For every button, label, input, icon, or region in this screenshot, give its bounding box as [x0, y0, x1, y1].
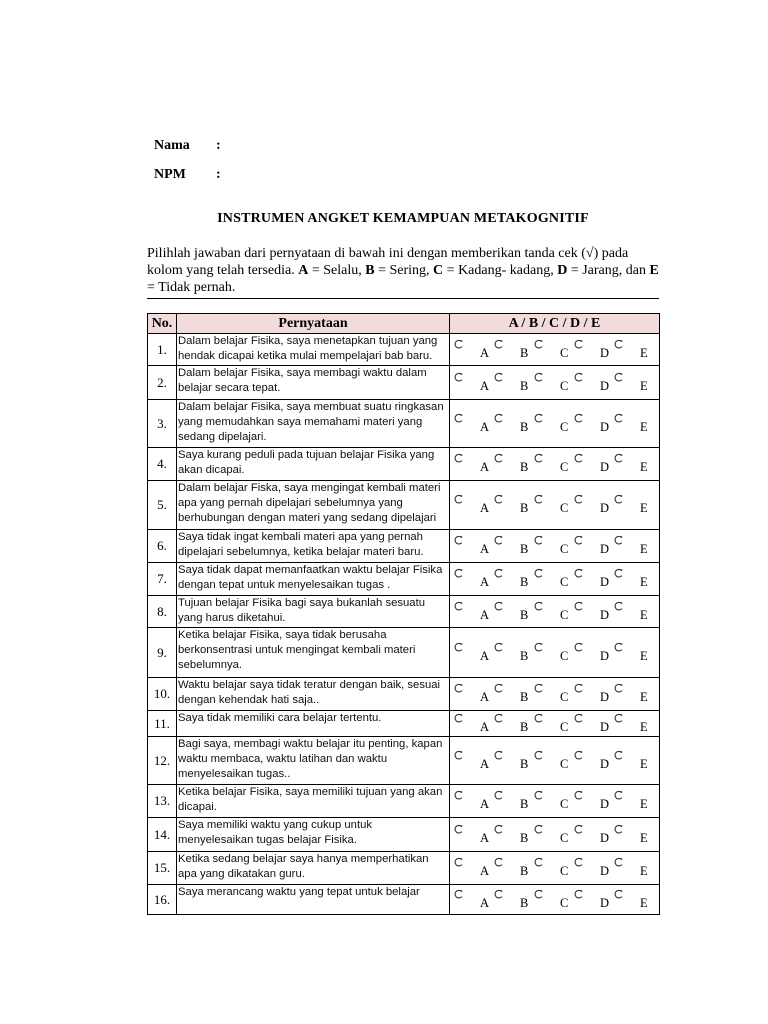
radio-button-icon[interactable] [493, 601, 504, 612]
radio-button-icon[interactable] [493, 642, 504, 653]
option-letter: A [480, 575, 490, 589]
option-letter: D [600, 648, 610, 663]
table-row [148, 596, 660, 628]
radio-button-icon[interactable] [613, 413, 624, 424]
option-letter: A [480, 378, 490, 393]
radio-button-icon[interactable] [613, 372, 624, 383]
instructions [147, 245, 659, 299]
radio-button-icon[interactable] [573, 494, 584, 505]
statement-text: Waktu belajar saya tidak teratur dengan baik, sesuai dengan kehendak hati saja.. [177, 678, 450, 711]
option-group [450, 737, 660, 785]
radio-button-icon[interactable] [613, 453, 624, 464]
key-c: C [433, 263, 444, 278]
option-letter: A [480, 501, 490, 515]
row-number: 14. [148, 818, 177, 852]
option-letter: B [520, 419, 529, 434]
statement-text: Dalam belajar Fiska, saya mengingat kembali materi apa yang pernah dipelajari sebelumnya yang berhubungan dengan materi yang sedang dipelajari [177, 481, 450, 530]
questionnaire-table [147, 313, 660, 915]
radio-button-icon[interactable] [453, 683, 464, 694]
option-letter: A [480, 419, 490, 434]
radio-button-icon[interactable] [453, 790, 464, 801]
option-group [450, 885, 660, 915]
radio-button-icon[interactable] [533, 713, 544, 724]
option-letter: C [560, 830, 569, 845]
table-row [148, 785, 660, 818]
option-group [450, 366, 660, 400]
radio-button-icon[interactable] [573, 790, 584, 801]
option-group [450, 530, 660, 563]
radio-button-icon[interactable] [453, 713, 464, 724]
option-letter: E [640, 378, 648, 393]
radio-button-icon[interactable] [453, 889, 464, 900]
option-group [450, 852, 660, 885]
option-letter: A [480, 756, 490, 771]
radio-button-icon[interactable] [573, 601, 584, 612]
radio-button-icon[interactable] [613, 824, 624, 835]
option-letter: E [640, 607, 648, 622]
row-number: 3. [148, 400, 177, 448]
radio-button-icon[interactable] [613, 683, 624, 694]
option-letter: D [600, 895, 610, 910]
option-letter: C [560, 607, 569, 622]
header-options: A / B / C / D / E [450, 314, 660, 334]
npm-field [154, 167, 221, 183]
option-letter: C [560, 690, 569, 704]
option-letter: E [640, 575, 648, 589]
option-letter: A [480, 345, 490, 360]
radio-button-icon[interactable] [573, 339, 584, 350]
nama-label: Nama [154, 138, 190, 153]
radio-button-icon[interactable] [613, 568, 624, 579]
option-letter: C [560, 864, 569, 878]
option-letter: C [560, 756, 569, 771]
key-a: A [298, 263, 309, 278]
radio-button-icon[interactable] [493, 857, 504, 868]
table-row [148, 448, 660, 481]
option-letter: A [480, 690, 490, 704]
row-number: 9. [148, 628, 177, 678]
table-row [148, 334, 660, 366]
key-e-text: = Tidak pernah. [147, 280, 236, 295]
row-number: 6. [148, 530, 177, 563]
option-letter: D [600, 690, 610, 704]
row-number: 15. [148, 852, 177, 885]
radio-button-icon[interactable] [453, 453, 464, 464]
option-letter: D [600, 797, 610, 811]
option-letter: B [520, 756, 529, 771]
row-number: 12. [148, 737, 177, 785]
option-letter: B [520, 460, 529, 474]
option-group [450, 448, 660, 481]
table-header-row [148, 314, 660, 334]
option-letter: C [560, 719, 569, 734]
radio-button-icon[interactable] [493, 750, 504, 761]
radio-button-icon[interactable] [613, 494, 624, 505]
option-group [450, 334, 660, 366]
radio-button-icon[interactable] [573, 713, 584, 724]
radio-button-icon[interactable] [613, 339, 624, 350]
radio-button-icon[interactable] [613, 642, 624, 653]
radio-button-icon[interactable] [613, 889, 624, 900]
radio-button-icon[interactable] [573, 372, 584, 383]
option-letter: B [520, 797, 529, 811]
row-number: 5. [148, 481, 177, 530]
option-letter: C [560, 419, 569, 434]
radio-button-icon[interactable] [573, 535, 584, 546]
radio-button-icon[interactable] [613, 601, 624, 612]
option-letter: C [560, 542, 569, 556]
option-letter: B [520, 501, 529, 515]
option-letter: A [480, 607, 490, 622]
radio-button-icon[interactable] [533, 790, 544, 801]
option-group [450, 678, 660, 711]
table-row [148, 818, 660, 852]
option-letter: C [560, 460, 569, 474]
option-letter: E [640, 719, 648, 734]
npm-label: NPM [154, 167, 186, 182]
option-letter: E [640, 797, 648, 811]
table-row [148, 852, 660, 885]
option-letter: D [600, 575, 610, 589]
radio-button-icon[interactable] [453, 372, 464, 383]
radio-button-icon[interactable] [573, 889, 584, 900]
option-letter: A [480, 830, 490, 845]
radio-button-icon[interactable] [573, 413, 584, 424]
radio-button-icon[interactable] [493, 713, 504, 724]
row-number: 1. [148, 334, 177, 366]
option-letter: E [640, 542, 648, 556]
header-no: No. [148, 314, 177, 334]
radio-button-icon[interactable] [493, 453, 504, 464]
option-group [450, 481, 660, 530]
statement-text: Saya memiliki waktu yang cukup untuk menyelesaikan tugas belajar Fisika. [177, 818, 450, 852]
row-number: 10. [148, 678, 177, 711]
table-row [148, 678, 660, 711]
statement-text: Saya kurang peduli pada tujuan belajar Fisika yang akan dicapai. [177, 448, 450, 481]
radio-button-icon[interactable] [493, 824, 504, 835]
option-letter: C [560, 575, 569, 589]
row-number: 4. [148, 448, 177, 481]
table-row [148, 628, 660, 678]
radio-button-icon[interactable] [493, 494, 504, 505]
option-group [450, 711, 660, 737]
radio-button-icon[interactable] [573, 683, 584, 694]
option-letter: C [560, 378, 569, 393]
option-group [450, 818, 660, 852]
radio-button-icon[interactable] [533, 494, 544, 505]
radio-button-icon[interactable] [573, 568, 584, 579]
option-letter: E [640, 864, 648, 878]
radio-button-icon[interactable] [573, 824, 584, 835]
key-e: E [649, 263, 659, 278]
table-row [148, 400, 660, 448]
option-letter: B [520, 575, 529, 589]
radio-button-icon[interactable] [533, 824, 544, 835]
row-number: 11. [148, 711, 177, 737]
radio-button-icon[interactable] [453, 601, 464, 612]
radio-button-icon[interactable] [453, 568, 464, 579]
key-a-text: = Selalu, [308, 263, 366, 278]
radio-button-icon[interactable] [533, 535, 544, 546]
radio-button-icon[interactable] [533, 453, 544, 464]
option-letter: B [520, 864, 529, 878]
option-letter: E [640, 756, 648, 771]
option-group [450, 400, 660, 448]
table-row [148, 885, 660, 915]
radio-button-icon[interactable] [613, 790, 624, 801]
option-group [450, 785, 660, 818]
radio-button-icon[interactable] [453, 413, 464, 424]
option-letter: D [600, 542, 610, 556]
table-row [148, 737, 660, 785]
radio-button-icon[interactable] [453, 535, 464, 546]
radio-button-icon[interactable] [493, 568, 504, 579]
radio-button-icon[interactable] [613, 713, 624, 724]
nama-field [154, 138, 221, 154]
option-letter: E [640, 501, 648, 515]
option-letter: C [560, 797, 569, 811]
option-letter: B [520, 648, 529, 663]
radio-button-icon[interactable] [533, 568, 544, 579]
header-statement: Pernyataan [177, 314, 450, 334]
radio-button-icon[interactable] [453, 642, 464, 653]
table-row [148, 481, 660, 530]
option-letter: B [520, 690, 529, 704]
table-row [148, 711, 660, 737]
option-letter: D [600, 607, 610, 622]
radio-button-icon[interactable] [573, 750, 584, 761]
statement-text: Bagi saya, membagi waktu belajar itu penting, kapan waktu membaca, waktu latihan dan waktu menyelesaikan tugas.. [177, 737, 450, 785]
row-number: 7. [148, 563, 177, 596]
option-letter: D [600, 756, 610, 771]
radio-button-icon[interactable] [573, 453, 584, 464]
option-letter: D [600, 345, 610, 360]
option-letter: A [480, 895, 490, 910]
row-number: 16. [148, 885, 177, 915]
option-group [450, 563, 660, 596]
key-c-text: = Kadang- kadang, [443, 263, 558, 278]
instructions-text: Pilihlah jawaban dari pernyataan di bawah ini dengan memberikan tanda cek (√) pada kolom yang telah tersedia. [147, 246, 629, 278]
option-group [450, 628, 660, 678]
option-letter: C [560, 648, 569, 663]
radio-button-icon[interactable] [493, 372, 504, 383]
statement-text: Dalam belajar Fisika, saya membuat suatu ringkasan yang memudahkan saya memahami materi yang sedang dipelajari. [177, 400, 450, 448]
radio-button-icon[interactable] [533, 601, 544, 612]
option-letter: D [600, 719, 610, 734]
option-letter: B [520, 378, 529, 393]
radio-button-icon[interactable] [533, 413, 544, 424]
radio-button-icon[interactable] [533, 889, 544, 900]
statement-text: Saya tidak dapat memanfaatkan waktu belajar Fisika dengan tepat untuk menyelesaikan tugas . [177, 563, 450, 596]
key-d: D [557, 263, 568, 278]
option-letter: C [560, 895, 569, 910]
radio-button-icon[interactable] [453, 750, 464, 761]
npm-colon: : [216, 167, 221, 182]
option-letter: D [600, 419, 610, 434]
radio-button-icon[interactable] [573, 857, 584, 868]
option-letter: E [640, 460, 648, 474]
row-number: 8. [148, 596, 177, 628]
radio-button-icon[interactable] [453, 339, 464, 350]
radio-button-icon[interactable] [533, 642, 544, 653]
option-letter: D [600, 378, 610, 393]
key-b: B [365, 263, 375, 278]
option-letter: C [560, 345, 569, 360]
option-letter: B [520, 542, 529, 556]
option-letter: B [520, 719, 529, 734]
radio-button-icon[interactable] [533, 372, 544, 383]
option-letter: A [480, 542, 490, 556]
radio-button-icon[interactable] [533, 750, 544, 761]
option-letter: A [480, 460, 490, 474]
statement-text: Dalam belajar Fisika, saya membagi waktu dalam belajar secara tepat. [177, 366, 450, 400]
option-letter: E [640, 830, 648, 845]
radio-button-icon[interactable] [493, 683, 504, 694]
option-letter: E [640, 419, 648, 434]
row-number: 2. [148, 366, 177, 400]
radio-button-icon[interactable] [453, 824, 464, 835]
option-letter: E [640, 648, 648, 663]
radio-button-icon[interactable] [613, 750, 624, 761]
option-letter: D [600, 460, 610, 474]
statement-text: Saya tidak ingat kembali materi apa yang pernah dipelajari sebelumnya, ketika belajar materi baru. [177, 530, 450, 563]
radio-button-icon[interactable] [613, 535, 624, 546]
radio-button-icon[interactable] [573, 642, 584, 653]
statement-text: Ketika belajar Fisika, saya memiliki tujuan yang akan dicapai. [177, 785, 450, 818]
option-letter: E [640, 345, 648, 360]
option-letter: A [480, 648, 490, 663]
option-letter: B [520, 345, 529, 360]
radio-button-icon[interactable] [533, 857, 544, 868]
statement-text: Ketika belajar Fisika, saya tidak berusaha berkonsentrasi untuk mengingat kembali materi sebelumnya. [177, 628, 450, 678]
option-letter: A [480, 797, 490, 811]
option-letter: E [640, 895, 648, 910]
table-row [148, 530, 660, 563]
statement-text: Ketika sedang belajar saya hanya memperhatikan apa yang dikatakan guru. [177, 852, 450, 885]
row-number: 13. [148, 785, 177, 818]
statement-text: Tujuan belajar Fisika bagi saya bukanlah sesuatu yang harus diketahui. [177, 596, 450, 628]
radio-button-icon[interactable] [453, 494, 464, 505]
radio-button-icon[interactable] [493, 535, 504, 546]
statement-text: Saya merancang waktu yang tepat untuk belajar [177, 885, 450, 915]
statement-text: Dalam belajar Fisika, saya menetapkan tujuan yang hendak dicapai ketika mulai mempelajari bab baru. [177, 334, 450, 366]
nama-colon: : [216, 138, 221, 153]
option-letter: D [600, 501, 610, 515]
key-b-text: = Sering, [374, 263, 434, 278]
table-row [148, 563, 660, 596]
table-row [148, 366, 660, 400]
radio-button-icon[interactable] [533, 339, 544, 350]
radio-button-icon[interactable] [453, 857, 464, 868]
option-letter: D [600, 864, 610, 878]
option-letter: B [520, 607, 529, 622]
option-letter: A [480, 864, 490, 878]
key-d-text: = Jarang, dan [567, 263, 650, 278]
option-letter: B [520, 895, 529, 910]
option-letter: C [560, 501, 569, 515]
radio-button-icon[interactable] [613, 857, 624, 868]
radio-button-icon[interactable] [493, 413, 504, 424]
option-group [450, 596, 660, 628]
radio-button-icon[interactable] [493, 889, 504, 900]
radio-button-icon[interactable] [493, 790, 504, 801]
option-letter: A [480, 719, 490, 734]
radio-button-icon[interactable] [493, 339, 504, 350]
option-letter: B [520, 830, 529, 845]
radio-button-icon[interactable] [533, 683, 544, 694]
statement-text: Saya tidak memiliki cara belajar tertentu. [177, 711, 450, 737]
option-letter: D [600, 830, 610, 845]
document-title: INSTRUMEN ANGKET KEMAMPUAN METAKOGNITIF [217, 211, 589, 226]
option-letter: E [640, 690, 648, 704]
